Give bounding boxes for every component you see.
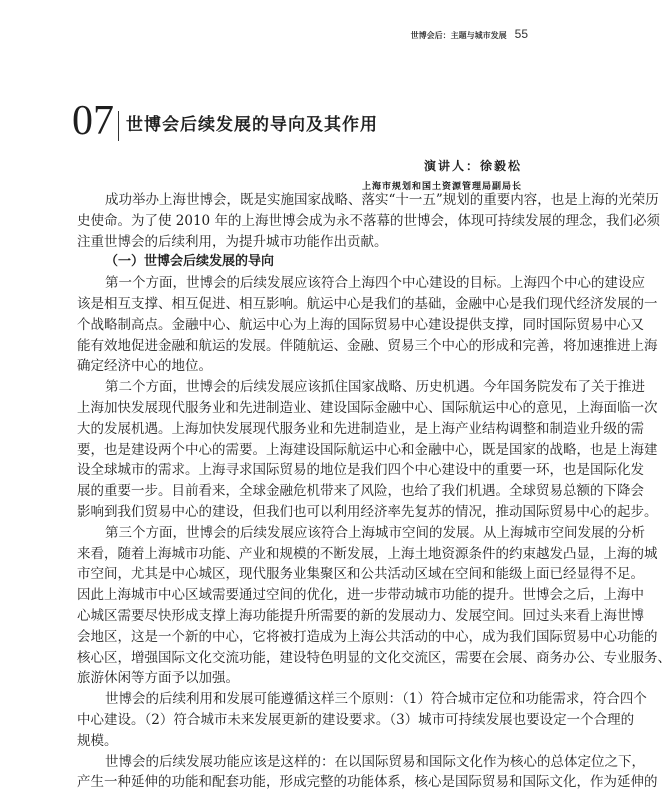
speaker-line: 演讲人：徐毅松 bbox=[423, 159, 522, 173]
paragraph bbox=[77, 752, 658, 793]
text-line: 核心区，增强国际文化交流功能，建设特色明显的文化交流区，需要在会展、商务办公、专业服务、 bbox=[77, 649, 671, 666]
running-header bbox=[411, 27, 528, 41]
text-line: 上海加快发展现代服务业和先进制造业、建设国际金融中心、国际航运中心的意见，上海面临一次 bbox=[77, 399, 658, 416]
text-line: 大的发展机遇。上海加快发展现代服务业和先进制造业，是上海产业结构调整和制造业升级的需 bbox=[77, 420, 644, 437]
paragraph bbox=[77, 377, 658, 523]
section-heading: （一）世博会后续发展的导向 bbox=[105, 254, 275, 270]
text-line: 该是相互支撑、相互促进、相互影响。航运中心是我们的基础，金融中心是我们现代经济发展的一 bbox=[77, 295, 658, 312]
text-line: 史使命。为了使 2010 年的上海世博会成为永不落幕的世博会，体现可持续发展的理念，我们必须 bbox=[77, 212, 660, 229]
paragraph bbox=[77, 523, 671, 689]
speaker-affiliation: 上海市规划和国土资源管理局副局长 bbox=[361, 182, 522, 192]
text-line: 能有效地促进金融和航运的发展。伴随航运、金融、贸易三个中心的形成和完善，将加速推进上海 bbox=[77, 337, 658, 354]
text-line: 产生一种延伸的功能和配套功能，形成完整的功能体系，核心是国际贸易和国际文化，作为延伸的 bbox=[77, 774, 658, 791]
text-line: 个战略制高点。金融中心、航运中心为上海的国际贸易中心建设提供支撑，同时国际贸易中心又 bbox=[77, 316, 644, 333]
text-line: 成功举办上海世博会，既是实施国家战略、落实“十一五”规划的重要内容，也是上海的光荣历 bbox=[105, 192, 659, 208]
chapter-title: 世博会后续发展的导向及其作用 bbox=[126, 115, 378, 135]
text-line: 第二个方面，世博会的后续发展应该抓住国家战略、历史机遇。今年国务院发布了关于推进 bbox=[105, 379, 645, 396]
text-line: 中心建设。（2）符合城市未来发展更新的建设要求。（3）城市可持续发展也要设定一个合理的 bbox=[77, 711, 635, 728]
paragraph bbox=[77, 190, 660, 252]
article-body bbox=[77, 190, 671, 793]
text-line: 展的重要一步。目前看来，全球金融危机带来了风险，也给了我们机遇。全球贸易总额的下降会 bbox=[77, 483, 644, 500]
text-line: 确定经济中心的地位。 bbox=[77, 358, 212, 375]
text-line: 旅游休闲等方面予以加强。 bbox=[77, 670, 239, 687]
text-line: 第一个方面，世博会的后续发展应该符合上海四个中心建设的目标。上海四个中心的建设应 bbox=[105, 275, 645, 292]
text-line: 因此上海城市中心区域需要通过空间的优化，进一步带动城市功能的提升。世博会之后，上海中 bbox=[77, 587, 644, 604]
text-line: 世博会的后续利用和发展可能遵循这样三个原则：（1）符合城市定位和功能需求，符合四个 bbox=[105, 691, 647, 708]
text-line: 来看，随着上海城市功能、产业和规模的不断发展，上海土地资源条件的约束越发凸显，上海的城 bbox=[77, 545, 658, 562]
title-divider bbox=[118, 111, 119, 141]
page-number: 55 bbox=[514, 27, 528, 41]
chapter-number: 07 bbox=[72, 98, 114, 144]
paragraph bbox=[77, 273, 658, 377]
text-line: 注重世博会的后续利用，为提升城市功能作出贡献。 bbox=[77, 233, 388, 250]
running-header-text: 世博会后：主题与城市发展 bbox=[410, 31, 507, 40]
text-line: 心城区需要尽快形成支撑上海功能提升所需要的新的发展动力、发展空间。回过头来看上海世博 bbox=[77, 607, 644, 624]
text-line: 世博会的后续发展功能应该是这样的：在以国际贸易和国际文化作为核心的总体定位之下， bbox=[105, 753, 645, 770]
text-line: 会地区，这是一个新的中心，它将被打造成为上海公共活动的中心，成为我们国际贸易中心功能的 bbox=[77, 628, 658, 645]
text-line: 要，也是建设两个中心的需要。上海建设国际航运中心和金融中心，既是国家的战略，也是上海建 bbox=[77, 441, 658, 458]
text-line: 第三个方面，世博会的后续发展应该符合上海城市空间的发展。从上海城市空间发展的分析 bbox=[105, 524, 645, 541]
text-line: 规模。 bbox=[77, 732, 118, 749]
text-line: 市空间，尤其是中心城区，现代服务业集聚区和公共活动区域在空间和能级上面已经显得不足。 bbox=[77, 566, 644, 583]
text-line: 影响到我们贸易中心的建设，但我们也可以利用经济率先复苏的情况，推动国际贸易中心的起步。 bbox=[77, 503, 658, 520]
paragraph bbox=[77, 689, 647, 751]
text-line: 设全球城市的需求。上海寻求国际贸易的地位是我们四个中心建设中的重要一环，也是国际化发 bbox=[77, 462, 644, 479]
